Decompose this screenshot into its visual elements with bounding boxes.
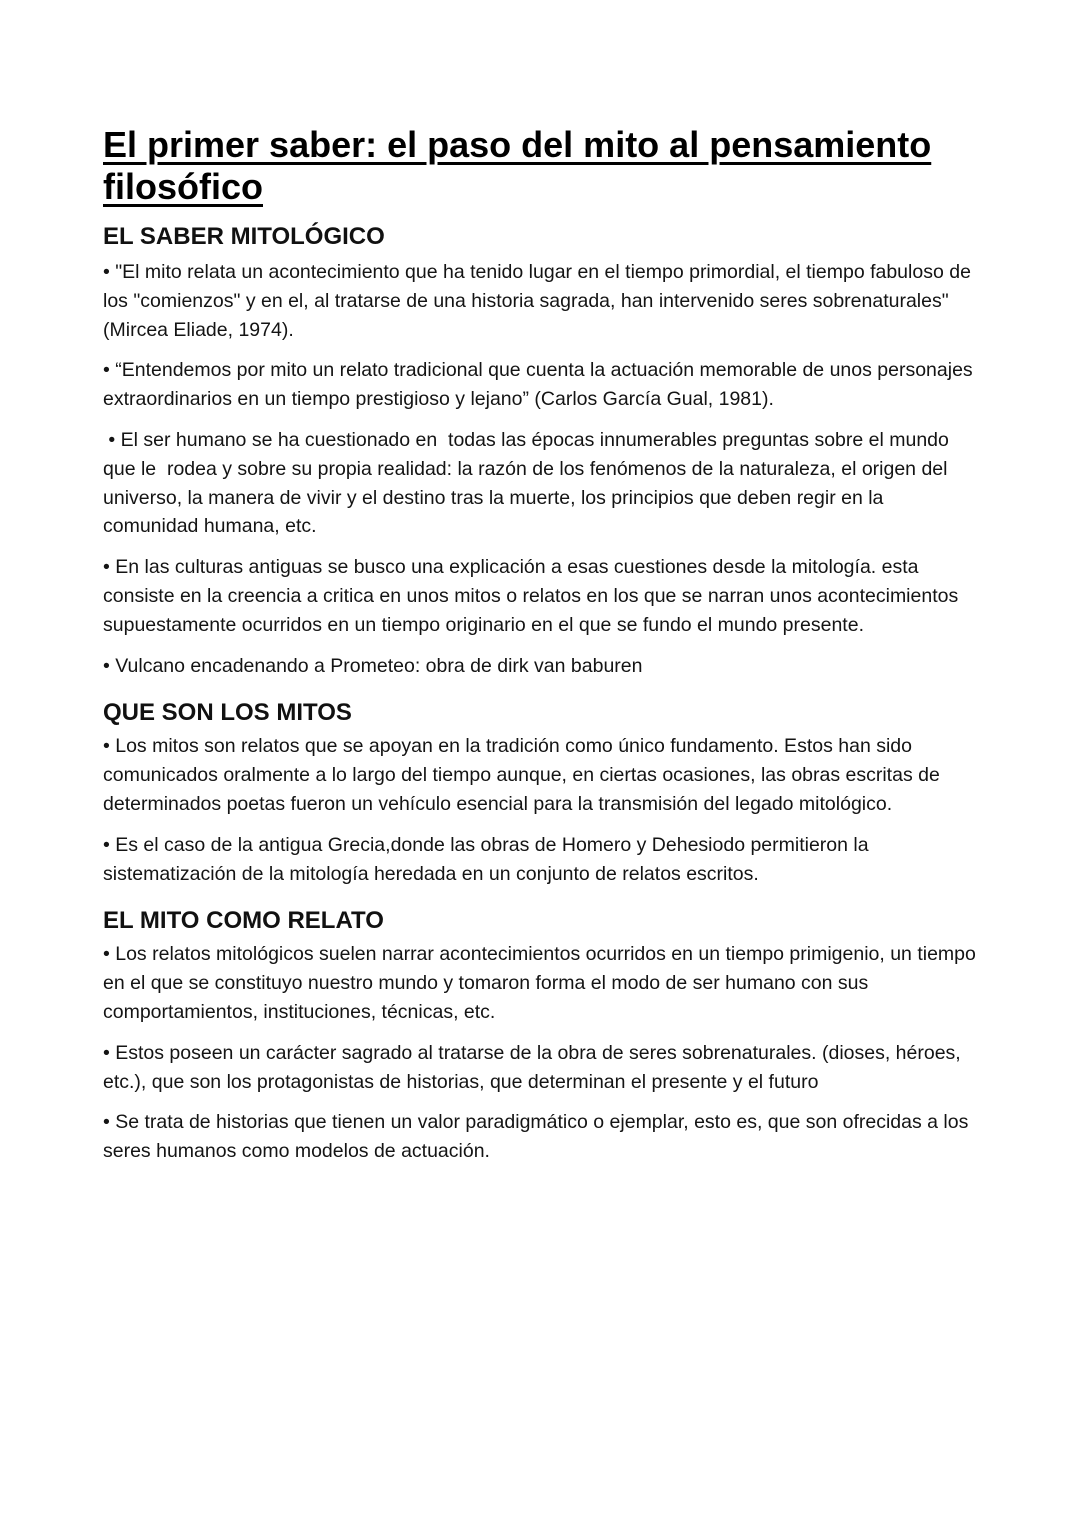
paragraph: • Se trata de historias que tienen un valor paradigmático o ejemplar, esto es, que son ofrecidas a los seres humanos como modelos de actuación. — [103, 1111, 974, 1163]
section-heading-saber-mitologico: EL SABER MITOLÓGICO — [103, 223, 385, 250]
paragraph: • El ser humano se ha cuestionado en todas las épocas innumerables preguntas sobre el mundo que le rodea y sobre su propia realidad: la razón de los fenómenos de la naturaleza, el origen del universo, la manera de vivir y el destino tras la muerte, los principios que deben regir en la comunidad humana, etc. — [103, 428, 955, 538]
paragraph: • Es el caso de la antigua Grecia,donde las obras de Homero y Dehesiodo permitieron la sistematización de la mitología heredada en un conjunto de relatos escritos. — [103, 833, 875, 885]
paragraph: • Vulcano encadenando a Prometeo: obra de dirk van baburen — [103, 654, 643, 677]
document-title: El primer saber: el paso del mito al pensamiento filosófico — [103, 124, 932, 207]
paragraph: • Los mitos son relatos que se apoyan en la tradición como único fundamento. Estos han sido comunicados oralmente a lo largo del tiempo aunque, en ciertas ocasiones, las obras escritas de determinados poetas fueron un vehículo esencial para la transmisión del legado mitológico. — [103, 735, 946, 815]
paragraph: • Estos poseen un carácter sagrado al tratarse de la obra de seres sobrenaturales. (dioses, héroes, etc.), que son los protagonistas de historias, que determinan el presente y el futuro — [103, 1041, 967, 1093]
paragraph: • Los relatos mitológicos suelen narrar acontecimientos ocurridos en un tiempo primigenio, un tiempo en el que se constituyo nuestro mundo y tomaron forma el modo de ser humano con sus comportamientos, instituciones, técnicas, etc. — [103, 943, 982, 1023]
section-heading-que-son-los-mitos: QUE SON LOS MITOS — [103, 699, 352, 727]
paragraph: • "El mito relata un acontecimiento que ha tenido lugar en el tiempo primordial, el tiempo fabuloso de los "comienzos" y en el, al tratarse de una historia sagrada, han intervenido seres sobrenaturales" (Mircea Eliade, 1974). — [103, 261, 977, 341]
paragraph: • “Entendemos por mito un relato tradicional que cuenta la actuación memorable de unos personajes extraordinarios en un tiempo prestigioso y lejano” (Carlos García Gual, 1981). — [103, 359, 979, 411]
section-heading-mito-como-relato: EL MITO COMO RELATO — [103, 907, 384, 935]
document-page — [103, 124, 983, 1166]
paragraph: • En las culturas antiguas se busco una explicación a esas cuestiones desde la mitología. esta consiste en la creencia a critica en unos mitos o relatos en los que se narran unos acontecimientos supuestamente ocurridos en un tiempo originario en el que se fundo el mundo presente. — [103, 556, 964, 636]
